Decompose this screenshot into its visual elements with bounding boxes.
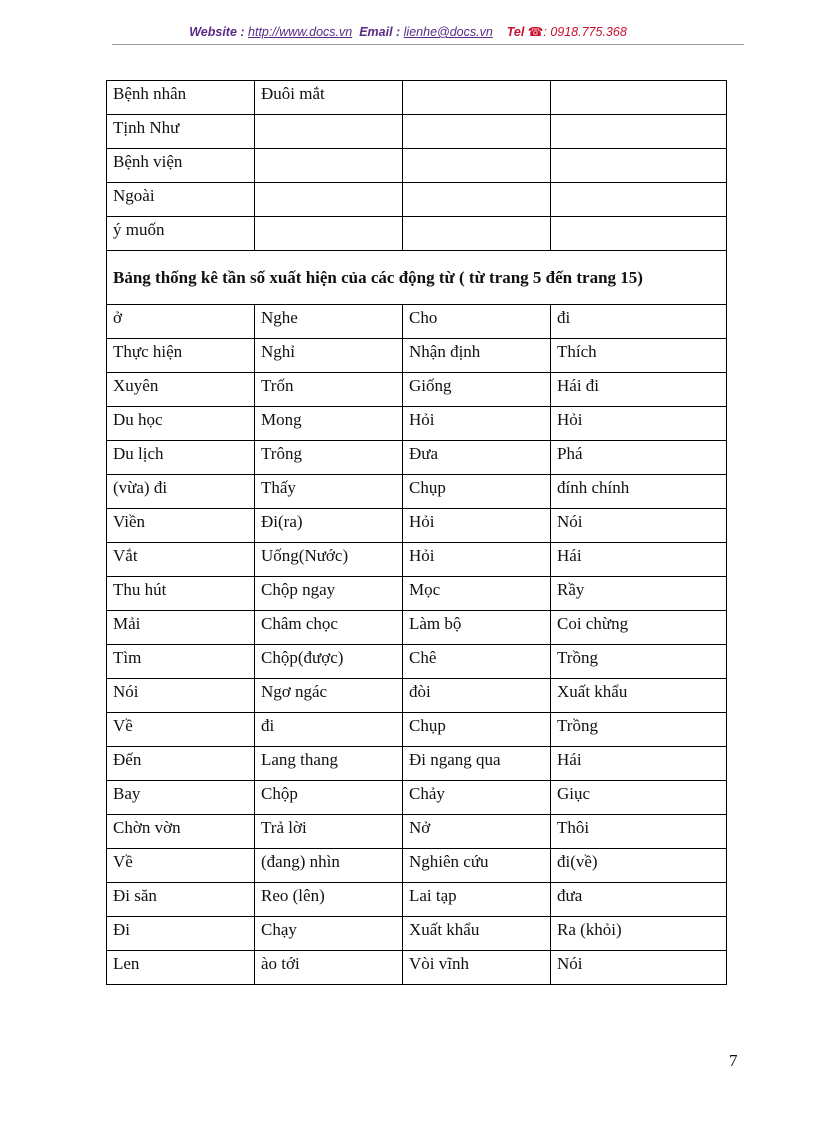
table-row	[107, 183, 727, 217]
table-cell: đòi	[403, 679, 551, 713]
table-row	[107, 339, 727, 373]
table-cell: Nói	[551, 509, 727, 543]
table-title: Bảng thống kê tần số xuất hiện của các động từ ( từ trang 5 đến trang 15)	[107, 251, 727, 305]
table-row	[107, 441, 727, 475]
table-cell: Nhận định	[403, 339, 551, 373]
table-cell	[403, 217, 551, 251]
table-cell: Nghiên cứu	[403, 849, 551, 883]
table-row	[107, 475, 727, 509]
table-cell: Chụp	[403, 713, 551, 747]
table-cell: Trồng	[551, 713, 727, 747]
table-cell: ý muốn	[107, 217, 255, 251]
website-link[interactable]: http://www.docs.vn	[248, 25, 353, 39]
email-label: Email	[359, 25, 393, 39]
table-title-row	[107, 251, 727, 305]
table-cell: Chộp ngay	[255, 577, 403, 611]
table-row	[107, 951, 727, 985]
phone-number: : 0918.775.368	[543, 25, 627, 39]
table-cell: Ra (khỏi)	[551, 917, 727, 951]
table-cell: Hỏi	[551, 407, 727, 441]
table-cell: (vừa) đi	[107, 475, 255, 509]
table-cell: Lai tạp	[403, 883, 551, 917]
table-cell	[403, 183, 551, 217]
table-cell: Đi ngang qua	[403, 747, 551, 781]
table-cell: Cho	[403, 305, 551, 339]
table-row	[107, 217, 727, 251]
table-row	[107, 679, 727, 713]
table-cell: Thu hút	[107, 577, 255, 611]
verb-frequency-table	[106, 80, 727, 985]
table-cell	[403, 81, 551, 115]
table-cell: ào tới	[255, 951, 403, 985]
table-cell: Bệnh viện	[107, 149, 255, 183]
table-cell: Nghe	[255, 305, 403, 339]
website-label: Website	[189, 25, 237, 39]
table-cell	[255, 149, 403, 183]
table-cell: Ngoài	[107, 183, 255, 217]
table-row	[107, 645, 727, 679]
table-cell: Chảy	[403, 781, 551, 815]
table-row	[107, 883, 727, 917]
table-cell: Về	[107, 713, 255, 747]
table-cell: Hỏi	[403, 407, 551, 441]
table-cell: Hái	[551, 747, 727, 781]
table-cell	[551, 217, 727, 251]
email-link[interactable]: lienhe@docs.vn	[403, 25, 493, 39]
email-separator: :	[392, 25, 404, 39]
tel-label: Tel	[506, 25, 525, 39]
table-cell: Trốn	[255, 373, 403, 407]
table-cell: đi(về)	[551, 849, 727, 883]
table-cell: Thấy	[255, 475, 403, 509]
table-row	[107, 713, 727, 747]
table-cell	[551, 81, 727, 115]
table-cell: đính chính	[551, 475, 727, 509]
table-cell: Hỏi	[403, 543, 551, 577]
table-cell: (đang) nhìn	[255, 849, 403, 883]
table-cell: Vòi vĩnh	[403, 951, 551, 985]
table-cell: Viền	[107, 509, 255, 543]
table-cell: Nói	[107, 679, 255, 713]
table-cell: Phá	[551, 441, 727, 475]
table-cell: Chê	[403, 645, 551, 679]
table-cell: Uống(Nước)	[255, 543, 403, 577]
table-cell	[255, 183, 403, 217]
table-cell	[255, 115, 403, 149]
verb-rows	[107, 305, 727, 985]
table-cell	[403, 149, 551, 183]
table-cell: Trông	[255, 441, 403, 475]
table-row	[107, 115, 727, 149]
table-cell: Xuất khẩu	[551, 679, 727, 713]
table-row	[107, 917, 727, 951]
table-cell: ở	[107, 305, 255, 339]
table-cell: Hái	[551, 543, 727, 577]
table-cell: đi	[255, 713, 403, 747]
table-cell: Nói	[551, 951, 727, 985]
table-row	[107, 407, 727, 441]
table-cell: Tịnh Như	[107, 115, 255, 149]
table-cell	[255, 217, 403, 251]
table-cell	[403, 115, 551, 149]
table-cell: Chộp	[255, 781, 403, 815]
table-cell: Du lịch	[107, 441, 255, 475]
table-cell: Đi(ra)	[255, 509, 403, 543]
table-cell: Coi chừng	[551, 611, 727, 645]
table-cell: Đi săn	[107, 883, 255, 917]
table-cell: Bệnh nhân	[107, 81, 255, 115]
table-cell: Chụp	[403, 475, 551, 509]
table-cell: Len	[107, 951, 255, 985]
website-separator: :	[236, 25, 249, 39]
table-cell: Xuyên	[107, 373, 255, 407]
table-cell: Đi	[107, 917, 255, 951]
table-cell: Đuôi mắt	[255, 81, 403, 115]
header-divider	[112, 44, 744, 45]
table-cell: Châm chọc	[255, 611, 403, 645]
table-cell	[551, 149, 727, 183]
table-cell: Làm bộ	[403, 611, 551, 645]
table-cell	[551, 115, 727, 149]
table-cell: Thích	[551, 339, 727, 373]
table-row	[107, 577, 727, 611]
table-row	[107, 747, 727, 781]
page-number: 7	[729, 1051, 738, 1070]
table-cell: Nghỉ	[255, 339, 403, 373]
table-row	[107, 509, 727, 543]
table-cell: Rầy	[551, 577, 727, 611]
table-cell: đưa	[551, 883, 727, 917]
page-header	[0, 24, 816, 39]
table-cell: Về	[107, 849, 255, 883]
phone-icon: ☎	[527, 25, 544, 39]
table-cell: Tìm	[107, 645, 255, 679]
table-cell: Xuất khẩu	[403, 917, 551, 951]
table-row	[107, 781, 727, 815]
table-row	[107, 305, 727, 339]
table-cell: Reo (lên)	[255, 883, 403, 917]
table-cell: Hỏi	[403, 509, 551, 543]
table-row	[107, 373, 727, 407]
table-cell: Lang thang	[255, 747, 403, 781]
table-cell: Đưa	[403, 441, 551, 475]
table-cell: Thực hiện	[107, 339, 255, 373]
table-row	[107, 849, 727, 883]
table-cell: Mong	[255, 407, 403, 441]
table-cell: Mải	[107, 611, 255, 645]
table-cell: Giục	[551, 781, 727, 815]
table-cell: Ngơ ngác	[255, 679, 403, 713]
table-cell: đi	[551, 305, 727, 339]
table-row	[107, 815, 727, 849]
table-cell: Bay	[107, 781, 255, 815]
table-cell: Chộp(được)	[255, 645, 403, 679]
table-cell: Trồng	[551, 645, 727, 679]
table-row	[107, 543, 727, 577]
table-cell: Chạy	[255, 917, 403, 951]
table-cell: Vắt	[107, 543, 255, 577]
table-row	[107, 149, 727, 183]
top-rows	[107, 81, 727, 251]
table-cell: Mọc	[403, 577, 551, 611]
table-row	[107, 81, 727, 115]
table-cell	[551, 183, 727, 217]
table-cell: Hái đi	[551, 373, 727, 407]
table-cell: Du học	[107, 407, 255, 441]
table-cell: Giống	[403, 373, 551, 407]
table-cell: Chờn vờn	[107, 815, 255, 849]
table-row	[107, 611, 727, 645]
table-cell: Nở	[403, 815, 551, 849]
table-cell: Đến	[107, 747, 255, 781]
table-cell: Thôi	[551, 815, 727, 849]
table-cell: Trả lời	[255, 815, 403, 849]
